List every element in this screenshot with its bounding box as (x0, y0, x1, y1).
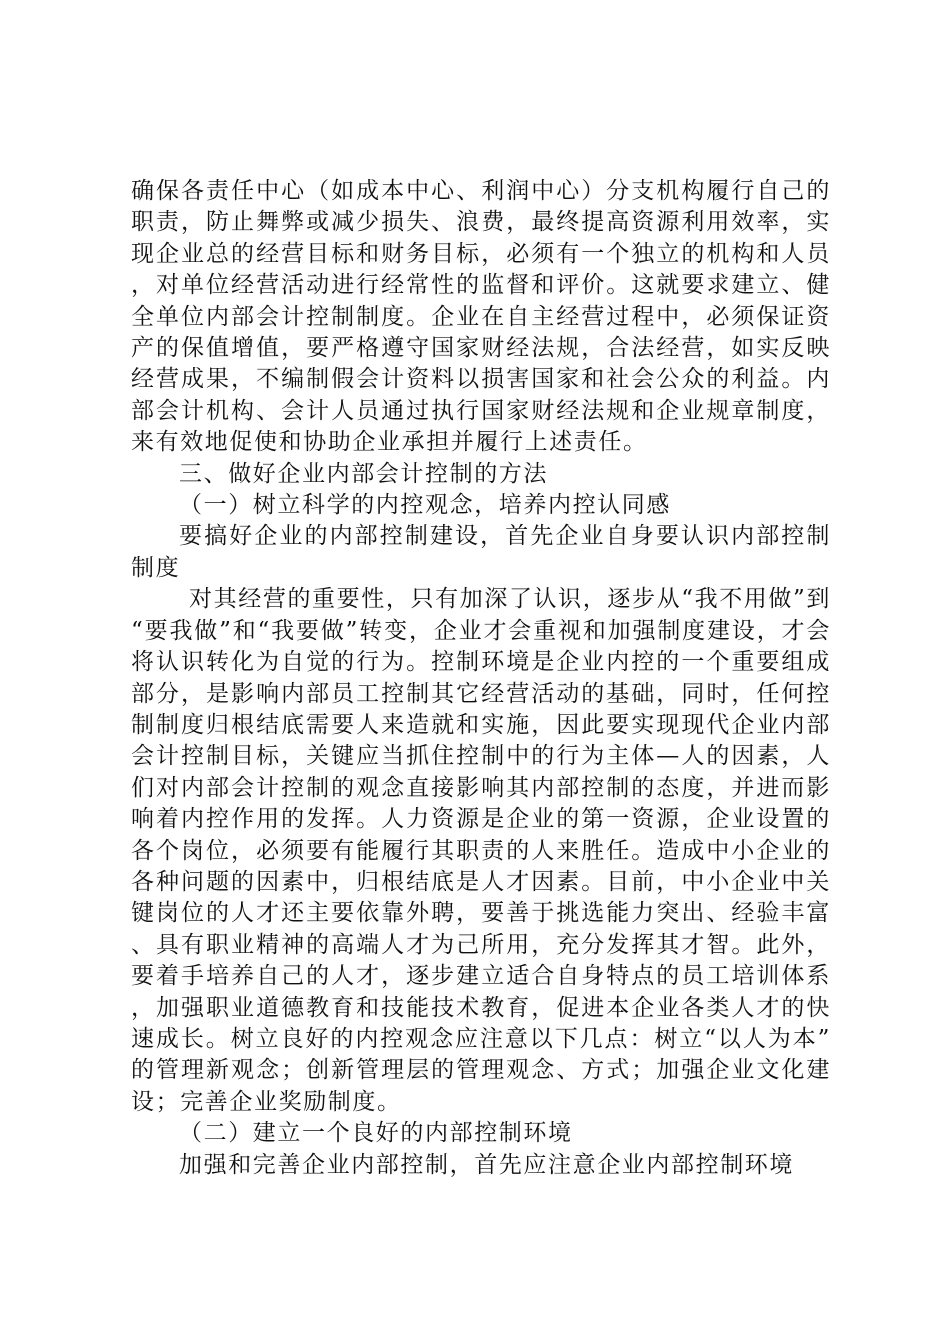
body-paragraph: 要搞好企业的内部控制建设，首先企业自身要认识内部控制制度 (131, 523, 831, 581)
body-paragraph: 对其经营的重要性，只有加深了认识，逐步从“我不用做”到“要我做”和“我要做”转变，企业才会重视和加强制度建设，才会将认识转化为自觉的行为。控制环境是企业内控的一个重要组成部分，是影响内部员工控制其它经营活动的基础，同时，任何控制制度归根结底需要人来造就和实施，因此要实现现代企业内部会计控制目标，关键应当抓住控制中的行为主体—人的因素，人们对内部会计控制的观念直接影响其内部控制的态度，并进而影响着内控作用的发挥。人力资源是企业的第一资源，企业设置的各个岗位，必须要有能履行其职责的人来胜任。造成中小企业的各种问题的因素中，归根结底是人才因素。目前，中小企业中关键岗位的人才还主要依靠外聘，要善于挑选能力突出、经验丰富、具有职业精神的高端人才为己所用，充分发挥其才智。此外，要着手培养自己的人才，逐步建立适合自身特点的员工培训体系，加强职业道德教育和技能技术教育，促进本企业各类人才的快速成长。树立良好的内控观念应注意以下几点：树立“以人为本”的管理新观念；创新管理层的管理观念、方式；加强企业文化建设；完善企业奖励制度。 (131, 586, 831, 1115)
subsection-heading: （一）树立科学的内控观念，培养内控认同感 (179, 492, 671, 519)
subsection-heading: （二）建立一个良好的内部控制环境 (179, 1120, 573, 1147)
section-heading: 三、做好企业内部会计控制的方法 (179, 460, 548, 487)
document-page (131, 176, 831, 1181)
body-paragraph: 确保各责任中心（如成本中心、利润中心）分支机构履行自己的职责，防止舞弊或减少损失、浪费，最终提高资源利用效率，实现企业总的经营目标和财务目标，必须有一个独立的机构和人员，对单位经营活动进行经常性的监督和评价。这就要求建立、健全单位内部会计控制制度。企业在自主经营过程中，必须保证资产的保值增值，要严格遵守国家财经法规，合法经营，如实反映经营成果，不编制假会计资料以损害国家和社会公众的利益。内部会计机构、会计人员通过执行国家财经法规和企业规章制度，来有效地促使和协助企业承担并履行上述责任。 (131, 178, 831, 456)
body-paragraph: 加强和完善企业内部控制，首先应注意企业内部控制环境 (179, 1151, 794, 1178)
